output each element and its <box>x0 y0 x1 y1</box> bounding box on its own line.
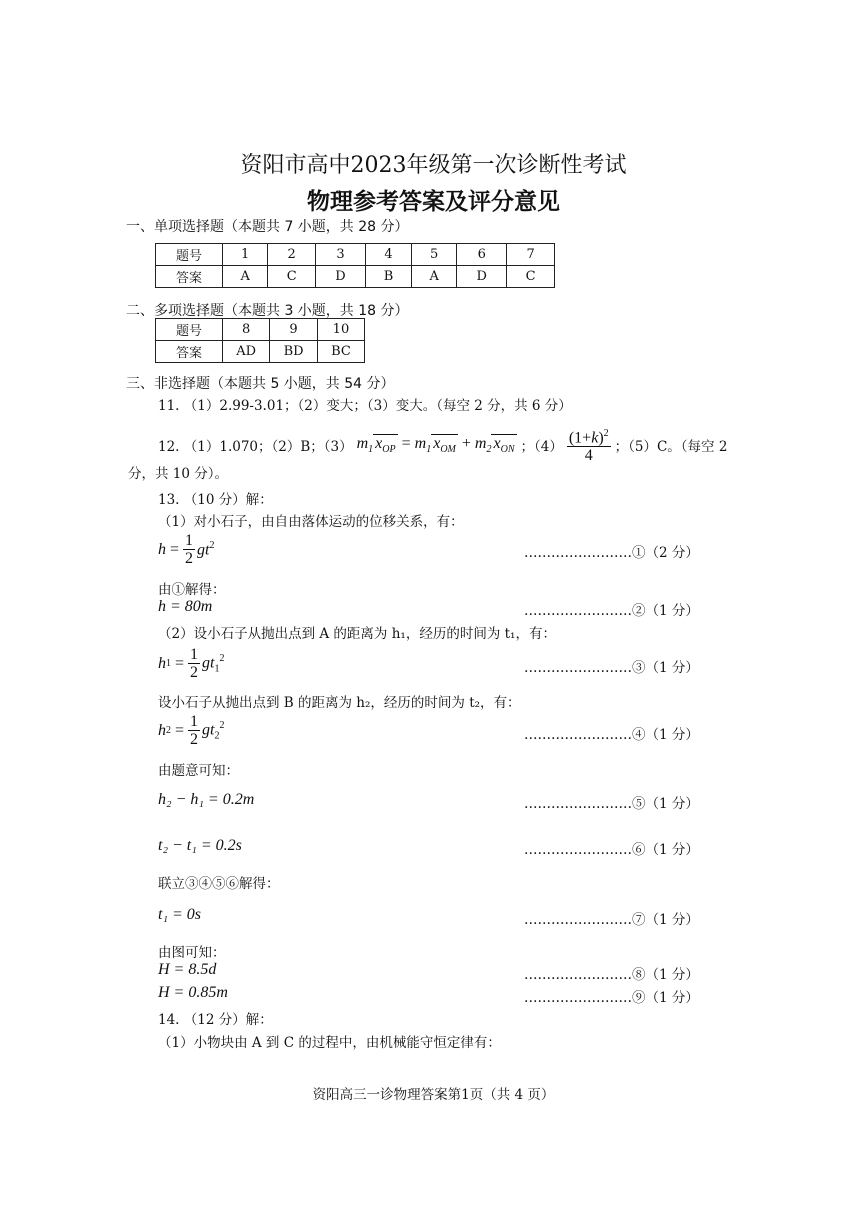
table-row <box>156 244 555 266</box>
table-cell: 10 <box>317 319 364 341</box>
table-cell: AD <box>223 341 270 363</box>
table-cell: 6 <box>457 244 507 266</box>
page-footer: 资阳高三一诊物理答案第1页（共 4 页） <box>312 1087 555 1103</box>
equation-2: h = 80m <box>158 598 213 615</box>
single-choice-table <box>155 243 555 288</box>
equation-4: h 2 = $\frac{1}{2}$ $gt_2^2$ <box>158 713 225 748</box>
table-cell: 5 <box>412 244 457 266</box>
table-cell: D <box>457 266 507 288</box>
table-cell: 3 <box>316 244 366 266</box>
equation-5: h₂ − h₁ = 0.2m <box>158 791 255 808</box>
q12-part-a: 12. （1）1.070；（2）B；（3） <box>158 438 353 455</box>
q12-equation: $m_1$ $x_{OP} = m_1$ $x_{OM} + m_2$ $x_{ON}$ <box>356 435 515 456</box>
score-3: ……………………③（1 分） <box>524 660 699 676</box>
equation-6: t₂ − t₁ = 0.2s <box>158 837 242 854</box>
q13-part2: （2）设小石子从抛出点到 A 的距离为 h₁，经历的时间为 t₁，有： <box>158 626 556 642</box>
table-row <box>156 341 365 363</box>
q13-part2b: 设小石子从抛出点到 B 的距离为 h₂，经历的时间为 t₂，有： <box>158 695 521 711</box>
score-5: ……………………⑤（1 分） <box>524 796 699 812</box>
table-cell: 9 <box>270 319 318 341</box>
section2-heading: 二、多项选择题（本题共 3 小题，共 18 分） <box>126 303 409 319</box>
table-cell: 4 <box>365 244 411 266</box>
score-8: ……………………⑧（1 分） <box>524 967 699 983</box>
equation-1: h = $\frac{1}{2}$ $gt^2$ <box>158 532 215 567</box>
section3-heading: 三、非选择题（本题共 5 小题，共 54 分） <box>126 376 395 392</box>
q13-solve1: 由①解得： <box>158 582 226 598</box>
section1-heading: 一、单项选择题（本题共 7 小题，共 28 分） <box>126 219 409 235</box>
table-row <box>156 319 365 341</box>
score-6: ……………………⑥（1 分） <box>524 842 699 858</box>
multi-choice-table <box>155 318 365 363</box>
equation-9: H = 0.85m <box>158 984 228 1001</box>
q14-heading: 14. （12 分）解： <box>158 1012 273 1028</box>
q12-fraction: $\frac{(1+k)^2}{4}$ <box>567 425 611 464</box>
equation-8: H = 8.5d <box>158 961 217 978</box>
table-cell: A <box>412 266 457 288</box>
table-cell: C <box>268 266 316 288</box>
row-label: 答案 <box>156 266 223 288</box>
q13-heading: 13. （10 分）解： <box>158 492 273 508</box>
table-cell: BD <box>270 341 318 363</box>
equation-7: t₁ = 0s <box>158 906 202 923</box>
q13-known: 由题意可知： <box>158 763 239 779</box>
table-cell: B <box>365 266 411 288</box>
q13-combine: 联立③④⑤⑥解得： <box>158 876 280 892</box>
score-1: ……………………①（2 分） <box>524 545 699 561</box>
score-9: ……………………⑨（1 分） <box>524 990 699 1006</box>
q12-answer <box>158 425 727 464</box>
equation-3: h 1 = $\frac{1}{2}$ $gt_1^2$ <box>158 646 225 681</box>
table-cell: A <box>223 266 268 288</box>
score-2: ……………………②（1 分） <box>524 603 699 619</box>
table-cell: 2 <box>268 244 316 266</box>
table-cell: D <box>316 266 366 288</box>
table-cell: BC <box>317 341 364 363</box>
row-label: 答案 <box>156 341 223 363</box>
table-cell: 7 <box>507 244 555 266</box>
q13-part1: （1）对小石子，由自由落体运动的位移关系，有： <box>158 514 464 530</box>
page-title: 资阳市高中2023年级第一次诊断性考试 <box>240 153 627 178</box>
q12-part-c: ；（5）C。（每空 2 <box>614 438 728 455</box>
q14-part1: （1）小物块由 A 到 C 的过程中，由机械能守恒定律有： <box>158 1035 501 1051</box>
table-cell: 8 <box>223 319 270 341</box>
q11-answer: 11. （1）2.99-3.01；（2）变大；（3）变大。（每空 2 分，共 6 分） <box>158 398 572 414</box>
q12-continuation: 分，共 10 分）。 <box>128 466 229 482</box>
row-label: 题号 <box>156 244 223 266</box>
q12-part-b: ；（4） <box>520 438 563 455</box>
table-cell: C <box>507 266 555 288</box>
table-row <box>156 266 555 288</box>
score-4: ……………………④（1 分） <box>524 727 699 743</box>
row-label: 题号 <box>156 319 223 341</box>
score-7: ……………………⑦（1 分） <box>524 912 699 928</box>
q13-fromfig: 由图可知： <box>158 945 226 961</box>
table-cell: 1 <box>223 244 268 266</box>
page-subtitle: 物理参考答案及评分意见 <box>307 188 560 215</box>
